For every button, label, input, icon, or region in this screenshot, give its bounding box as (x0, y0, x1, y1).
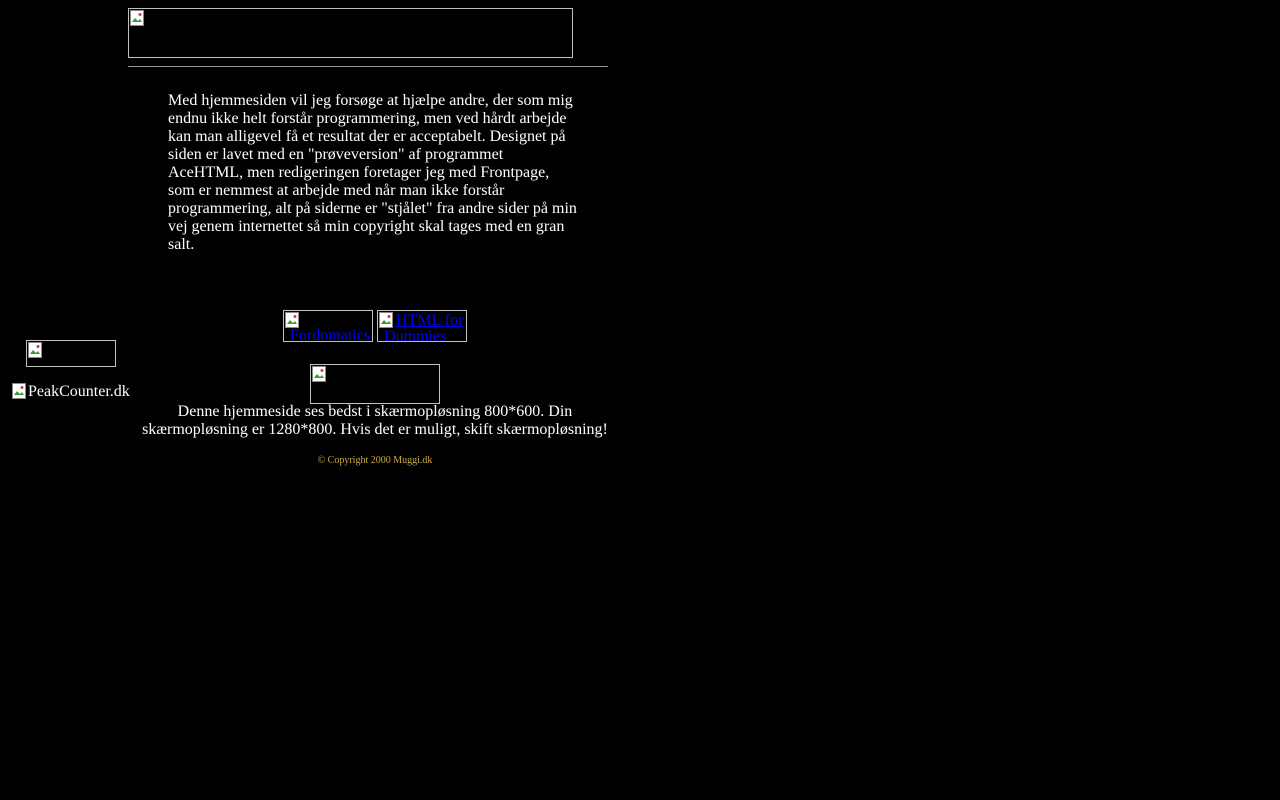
copyright-footer (250, 455, 500, 466)
side-image (26, 340, 116, 367)
horizontal-divider (128, 66, 608, 67)
intro-paragraph (168, 92, 578, 254)
broken-image-icon (12, 383, 28, 399)
intro-text: Med hjemmesiden vil jeg forsøge at hjælpe andre, der som mig endnu ikke helt forstår programmering, men ved hårdt arbejde kan man alligevel få et resultat der er acceptabelt. Designet på siden er lavet med en "prøveversion" af programmet AceHTML, men redigeringen foretager jeg med Frontpage, som er nemmest at arbejde med når man ikke forstår programmering, alt på siderne er "stjålet" fra andre sider på min vej genem internettet så min copyright skal tages med en gran salt. (168, 92, 577, 253)
peakcounter-alt-text[interactable]: PeakCounter.dk (28, 383, 130, 400)
html-for-alt-text[interactable]: HTML for (396, 312, 464, 329)
html-for-dummies-badge-link[interactable] (377, 310, 467, 342)
broken-image-icon (130, 10, 146, 26)
broken-image-icon (28, 342, 44, 358)
resolution-notice (138, 403, 612, 439)
broken-image-icon (285, 312, 301, 328)
banner-image (128, 8, 573, 58)
fordomatics-badge-link[interactable] (283, 310, 373, 342)
copyright-text: © Copyright 2000 Muggi.dk (317, 455, 433, 466)
broken-image-icon (379, 312, 395, 328)
peakcounter-link[interactable] (12, 383, 130, 401)
center-image (310, 364, 440, 404)
broken-image-icon (312, 366, 328, 382)
fordomatics-alt-text[interactable]: Fordomatics (290, 327, 370, 342)
dummies-alt-text[interactable]: Dummies (384, 328, 447, 342)
resolution-text: Denne hjemmeside ses bedst i skærmopløsning 800*600. Din skærmopløsning er 1280*800. Hvis det er muligt, skift skærmopløsning! (142, 403, 608, 438)
